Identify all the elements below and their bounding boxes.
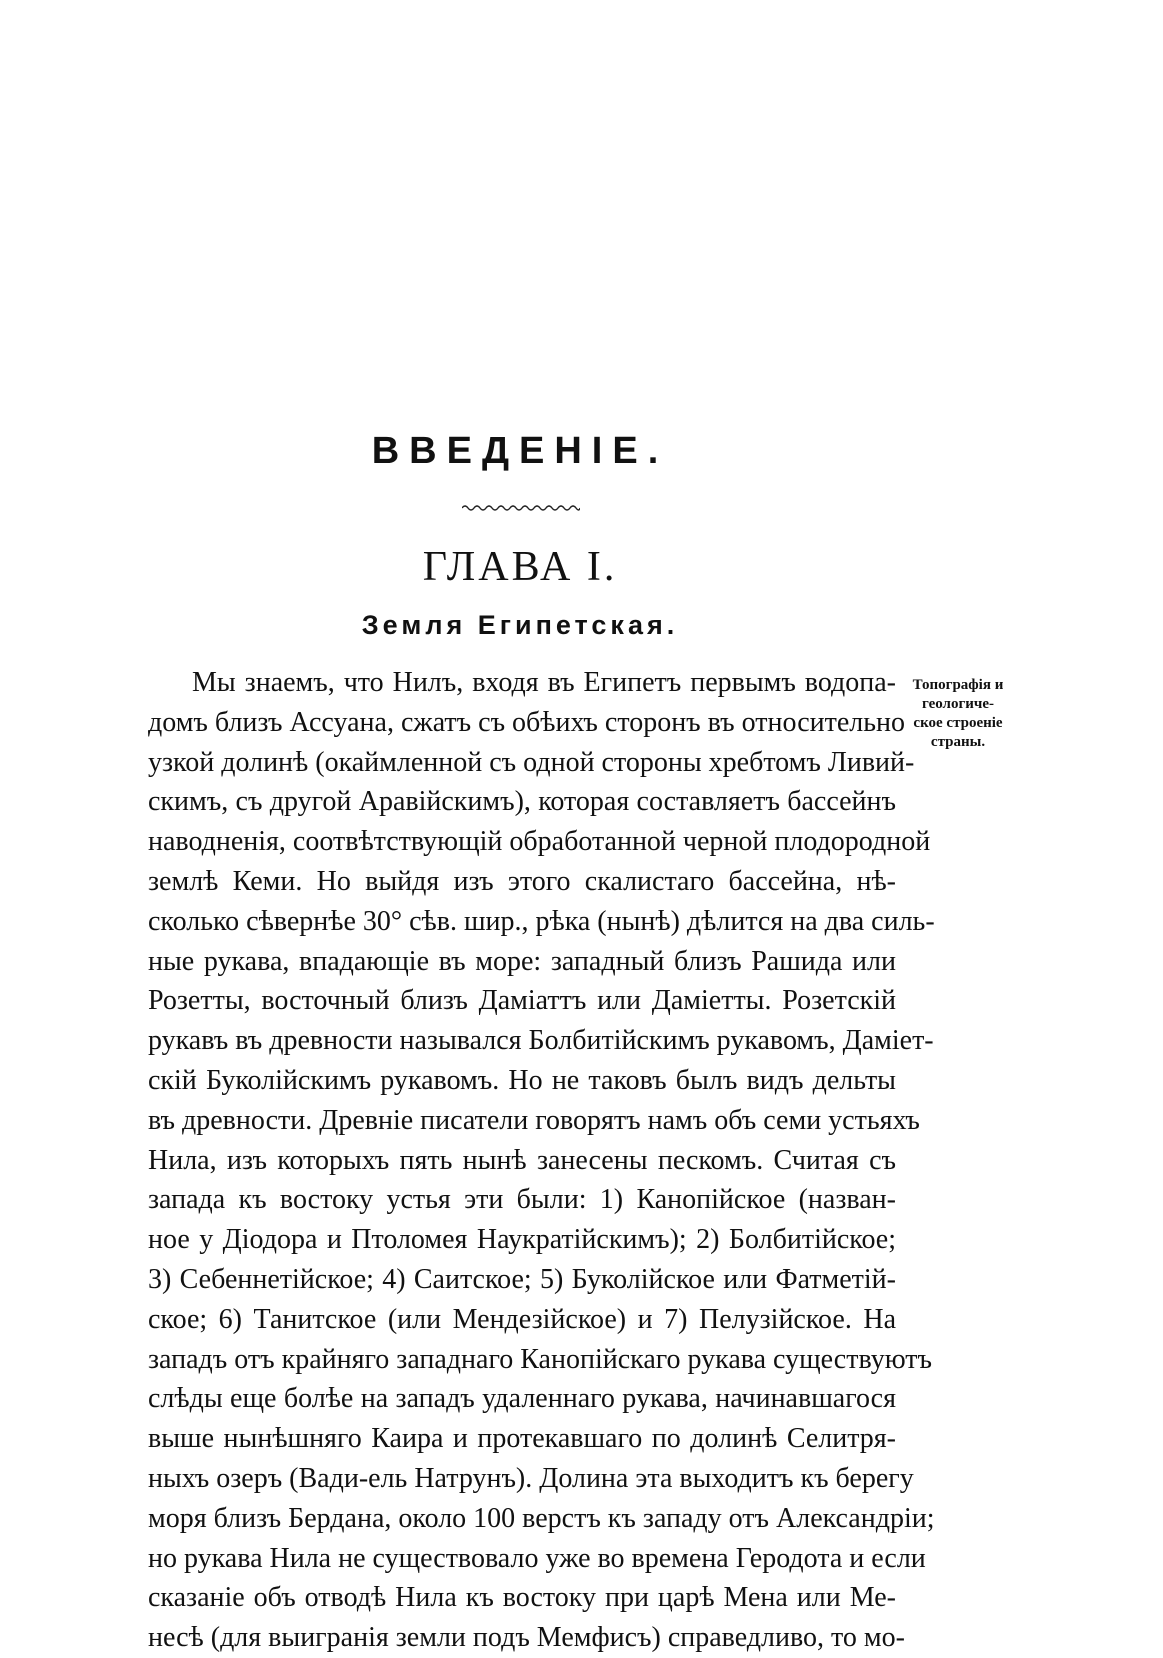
text-line: наводненія, соотвѣтствующій обработанной черной плодородной (148, 826, 931, 858)
text-line: выше нынѣшняго Каира и протекавшаго по долинѣ Селитря- (148, 1423, 896, 1455)
text-line: рукавъ въ древности назывался Болбитійскимъ рукавомъ, Даміет- (148, 1025, 934, 1057)
margin-note-line: страны. (930, 734, 986, 750)
text-line: землѣ Кеми. Но выйдя изъ этого скалистаго бассейна, нѣ- (148, 865, 896, 897)
text-line: запада къ востоку устья эти были: 1) Канопійское (назван- (148, 1184, 896, 1216)
text-line: скимъ, съ другой Аравійскимъ), которая составляетъ бассейнъ (148, 786, 896, 818)
text-line: скій Буколійскимъ рукавомъ. Но не таковъ былъ видъ дельты (148, 1064, 896, 1096)
text-line: ныхъ озеръ (Вади-ель Натрунъ). Долина эта выходитъ къ берегу (148, 1462, 914, 1494)
text-line: Мы знаемъ, что Нилъ, входя въ Египетъ первымъ водопа- (192, 667, 896, 698)
introduction-title: ВВЕДЕНІЕ. (371, 430, 669, 472)
text-line: домъ близъ Ассуана, сжатъ съ обѣихъ сторонъ въ относительно (148, 706, 906, 738)
text-line: сказаніе объ отводѣ Нила къ востоку при царѣ Мена или Ме- (148, 1582, 896, 1614)
text-line: 3) Себеннетійское; 4) Саитское; 5) Буколійское или Фатметій- (148, 1263, 896, 1295)
margin-note-line: геологиче- (921, 696, 995, 712)
text-line: въ древности. Древніе писатели говорятъ намъ объ семи устьяхъ (148, 1104, 920, 1136)
text-line: ные рукава, впадающіе въ море: западный близъ Рашида или (148, 945, 896, 977)
chapter-title: ГЛАВА I. (422, 544, 618, 590)
margin-note (893, 676, 1023, 752)
text-line: несѣ (для выигранія земли подъ Мемфисъ) справедливо, то мо- (148, 1622, 905, 1654)
text-line: слѣды еще болѣе на западъ удаленнаго рукава, начинавшагося (148, 1383, 896, 1415)
text-line: западъ отъ крайняго западнаго Канопійскаго рукава существуютъ (148, 1343, 932, 1375)
body-paragraph (148, 663, 935, 1658)
text-line: Нила, изъ которыхъ пять нынѣ занесены пескомъ. Считая съ (148, 1144, 896, 1176)
chapter-subtitle: Земля Египетская. (361, 610, 679, 640)
text-line: ское; 6) Танитское (или Мендезійское) и 7) Пелузійское. На (148, 1303, 896, 1335)
wavy-divider-ornament (462, 503, 580, 513)
text-line: моря близъ Бердана, около 100 верстъ къ западу отъ Александріи; (148, 1502, 935, 1534)
margin-note-line: ское строеніе (913, 715, 1003, 731)
text-line: но рукава Нила не существовало уже во времена Геродота и если (148, 1542, 926, 1574)
text-line: Розетты, восточный близъ Даміаттъ или Даміетты. Розетскій (148, 985, 896, 1017)
text-line: ное у Діодора и Птоломея Наукратійскимъ); 2) Болбитійское; (148, 1224, 896, 1256)
text-line: узкой долинѣ (окаймленной съ одной стороны хребтомъ Ливий- (148, 746, 915, 778)
margin-note-line: Топографія и (912, 677, 1004, 693)
text-line: сколько сѣвернѣе 30° сѣв. шир., рѣка (нынѣ) дѣлится на два силь- (148, 905, 935, 937)
